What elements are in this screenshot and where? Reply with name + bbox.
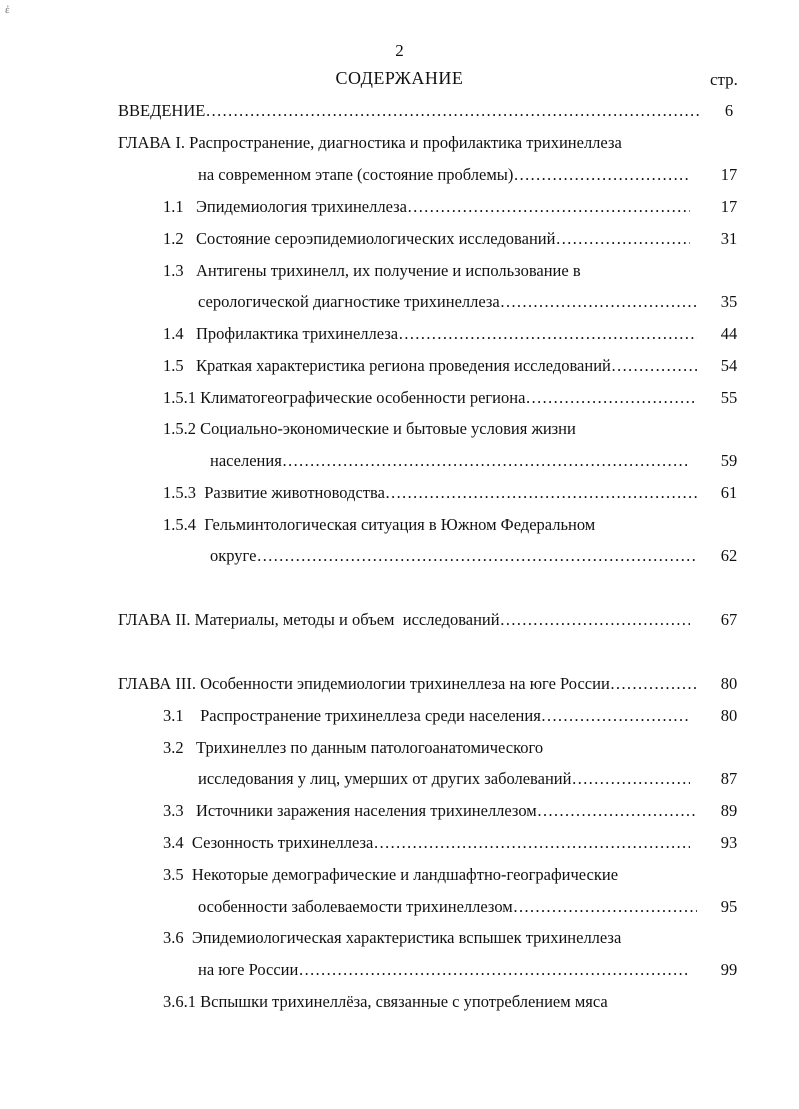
toc-entry (163, 737, 700, 759)
toc-entry (118, 609, 690, 631)
toc-entry (198, 959, 690, 981)
toc-entry (163, 323, 697, 345)
toc-entry-title: 1.5.1 Климатогеографические особенности региона (163, 388, 526, 407)
toc-entry-page: 44 (720, 324, 738, 343)
toc-leader-dots (513, 896, 697, 918)
toc-entry (163, 705, 690, 727)
toc-entry (163, 482, 697, 504)
toc-entry-page: 95 (720, 897, 738, 916)
page-column-label: стр. (710, 70, 738, 89)
toc-entry-title: ГЛАВА III. Особенности эпидемиологии трихинеллеза на юге России (118, 674, 610, 693)
toc-entry (118, 100, 700, 122)
toc-leader-dots (525, 387, 697, 409)
toc-entry-title: 1.1 Эпидемиология трихинеллеза (163, 197, 407, 216)
toc-entry (163, 832, 690, 854)
toc-entry-page: 93 (720, 833, 738, 852)
page-title: СОДЕРЖАНИЕ (335, 68, 464, 88)
toc-leader-dots (298, 959, 690, 981)
toc-entry-title: серологической диагностике трихинеллеза (198, 292, 500, 311)
toc-entry (163, 800, 697, 822)
toc-entry-page: 67 (720, 610, 738, 629)
toc-entry-page: 54 (720, 356, 738, 375)
toc-entry-page: 31 (720, 229, 738, 248)
toc-entry-page: 87 (720, 769, 738, 788)
toc-entry (118, 673, 697, 695)
toc-entry-title: 3.5 Некоторые демографические и ландшафтно-географические (163, 865, 619, 884)
toc-entry (163, 991, 700, 1013)
toc-entry (210, 450, 690, 472)
toc-entry-title: 1.3 Антигены трихинелл, их получение и использование в (163, 261, 581, 280)
toc-entry (163, 864, 700, 886)
toc-entry (210, 545, 697, 567)
toc-leader-dots (555, 228, 690, 250)
toc-entry-title: 1.5 Краткая характеристика региона проведения исследований (163, 356, 611, 375)
toc-entry-title: 3.6 Эпидемиологическая характеристика вспышек трихинеллеза (163, 928, 622, 947)
toc-leader-dots (373, 832, 690, 854)
toc-entry (163, 387, 697, 409)
toc-entry (198, 896, 697, 918)
toc-entry-title: ГЛАВА I. Распространение, диагностика и профилактика трихинеллеза (118, 133, 622, 152)
toc-leader-dots (205, 100, 700, 122)
toc-entry (163, 228, 690, 250)
toc-entry-title: 3.2 Трихинеллез по данным патологоанатомического (163, 738, 544, 757)
toc-entry (118, 132, 700, 154)
toc-entry (163, 196, 690, 218)
toc-leader-dots (500, 291, 697, 313)
toc-leader-dots (537, 800, 697, 822)
toc-entry-page: 62 (720, 546, 738, 565)
toc-entry-page: 61 (720, 483, 738, 502)
toc-leader-dots (571, 768, 690, 790)
toc-leader-dots (611, 355, 697, 377)
toc-entry (163, 514, 700, 536)
toc-entry-page: 17 (720, 165, 738, 184)
toc-entry (198, 768, 690, 790)
toc-leader-dots (398, 323, 697, 345)
toc-leader-dots (282, 450, 690, 472)
toc-entry-title: 3.1 Распространение трихинеллеза среди населения (163, 706, 541, 725)
toc-leader-dots (385, 482, 697, 504)
toc-entry-title: 3.6.1 Вспышки трихинеллёза, связанные с употреблением мяса (163, 992, 608, 1011)
toc-leader-dots (407, 196, 690, 218)
toc-entry-page: 80 (720, 674, 738, 693)
toc-entry (198, 164, 690, 186)
toc-entry-title: 1.5.4 Гельминтологическая ситуация в Южном Федеральном (163, 515, 596, 534)
page-number: 2 (395, 41, 404, 60)
toc-entry-title: 1.2 Состояние сероэпидемиологических исследований (163, 229, 556, 248)
toc-entry-title: ВВЕДЕНИЕ (118, 101, 206, 120)
toc-entry-title: 1.4 Профилактика трихинеллеза (163, 324, 399, 343)
toc-entry-page: 55 (720, 388, 738, 407)
toc-entry-page: 6 (724, 101, 734, 120)
toc-entry (163, 418, 700, 440)
toc-entry-page: 35 (720, 292, 738, 311)
toc-entry-title: особенности заболеваемости трихинеллезом (198, 897, 513, 916)
toc-entry-title: на современном этапе (состояние проблемы) (198, 165, 514, 184)
toc-entry-title: ГЛАВА II. Материалы, методы и объем исследований (118, 610, 500, 629)
toc-entry-title: округе (210, 546, 257, 565)
corner-scan-mark: ἐ (5, 4, 10, 16)
toc-entry-page: 80 (720, 706, 738, 725)
toc-entry (163, 355, 697, 377)
toc-entry-title: населения (210, 451, 282, 470)
toc-entry-page: 99 (720, 960, 738, 979)
toc-entry-page: 89 (720, 801, 738, 820)
toc-leader-dots (513, 164, 690, 186)
toc-entry-page: 17 (720, 197, 738, 216)
toc-leader-dots (610, 673, 697, 695)
toc-entry-title: 1.5.3 Развитие животноводства (163, 483, 385, 502)
toc-entry-title: на юге России (198, 960, 299, 979)
toc-entry-title: исследования у лиц, умерших от других заболеваний (198, 769, 572, 788)
toc-leader-dots (500, 609, 690, 631)
toc-entry (163, 927, 700, 949)
toc-entry (163, 260, 700, 282)
toc-entry-title: 3.4 Сезонность трихинеллеза (163, 833, 374, 852)
toc-entry-title: 1.5.2 Социально-экономические и бытовые условия жизни (163, 419, 576, 438)
toc-entry-title: 3.3 Источники заражения населения трихинеллезом (163, 801, 537, 820)
toc-leader-dots (541, 705, 690, 727)
toc-entry-page: 59 (720, 451, 738, 470)
toc-leader-dots (256, 545, 697, 567)
toc-entry (198, 291, 697, 313)
